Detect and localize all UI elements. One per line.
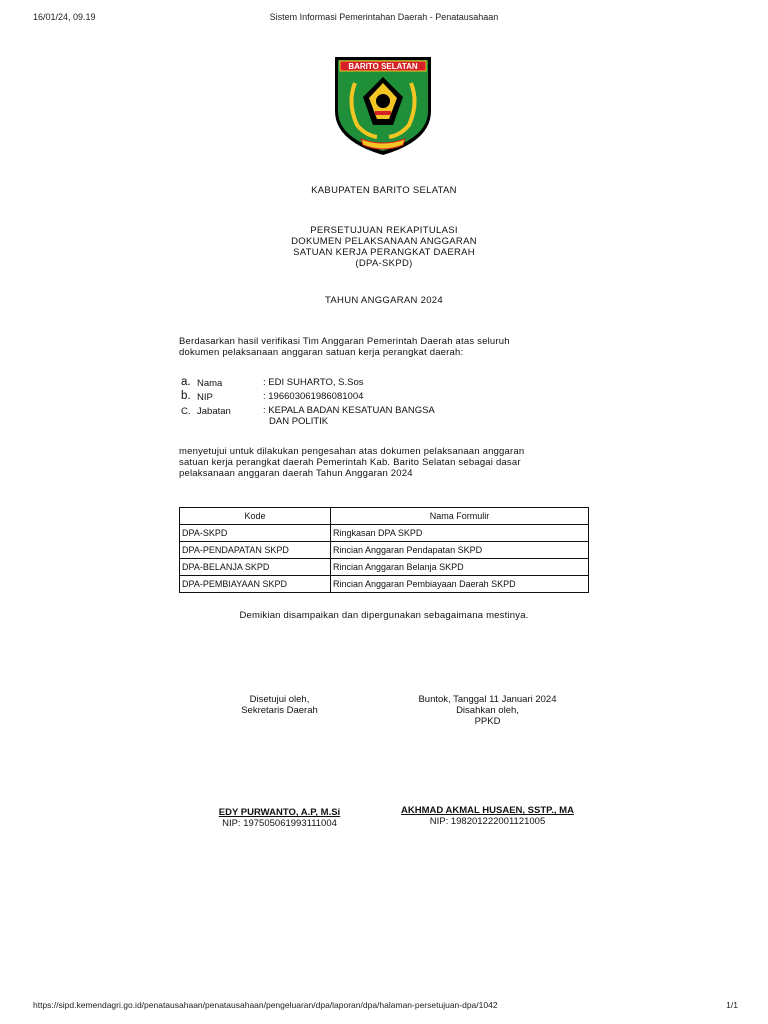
field-value-line: : 196603061986081004	[263, 391, 364, 402]
field-value-line: DAN POLITIK	[269, 415, 329, 427]
title-line: (DPA-SKPD)	[355, 258, 413, 269]
barito-selatan-emblem	[333, 55, 433, 157]
table-row	[180, 576, 589, 593]
coat-of-arms-icon	[333, 55, 433, 157]
cell-nama-formulir: Rincian Anggaran Pendapatan SKPD	[331, 542, 589, 559]
field-label: Nama	[197, 378, 223, 389]
signature-right-heading	[395, 694, 580, 727]
field-value-line: : KEPALA BADAN KESATUAN BANGSA	[263, 405, 435, 416]
signature-right-line2: PPKD	[474, 716, 501, 727]
cell-kode: DPA-PENDAPATAN SKPD	[180, 542, 331, 559]
signatory-right-name: AKHMAD AKMAL HUSAEN, SSTP., MA	[401, 805, 574, 816]
signature-left-line2: Sekretaris Daerah	[241, 705, 318, 716]
signatory-left-name: EDY PURWANTO, A.P, M.Si	[218, 807, 341, 818]
title-line: SATUAN KERJA PERANGKAT DAERAH	[293, 247, 475, 258]
table-row	[180, 559, 589, 576]
region-name: KABUPATEN BARITO SELATAN	[311, 185, 457, 196]
signature-left-heading	[207, 694, 352, 716]
print-datetime: 16/01/24, 09.19	[33, 12, 96, 22]
table-row	[180, 542, 589, 559]
cell-nama-formulir: Rincian Anggaran Belanja SKPD	[331, 559, 589, 576]
print-page-count: 1/1	[726, 1000, 738, 1010]
closing-statement: Demikian disampaikan dan dipergunakan sebagaimana mestinya.	[239, 610, 529, 621]
field-value-line: : EDI SUHARTO, S.Sos	[263, 377, 364, 388]
approval-line: satuan kerja perangkat daerah Pemerintah Kab. Barito Selatan sebagai dasar	[179, 457, 521, 468]
field-letter: a.	[181, 376, 191, 388]
field-letter: b.	[181, 390, 191, 402]
approval-line: menyetujui untuk dilakukan pengesahan atas dokumen pelaksanaan anggaran	[179, 446, 525, 457]
table-header-row	[180, 508, 589, 525]
title-line: DOKUMEN PELAKSANAAN ANGGARAN	[291, 236, 477, 247]
signature-right-place-date: Buntok, Tanggal 11 Januari 2024	[418, 694, 557, 705]
signatory-right-nip: NIP: 198201222001121005	[429, 816, 546, 827]
title-line: PERSETUJUAN REKAPITULASI	[310, 225, 458, 236]
field-value	[263, 392, 463, 403]
signature-right-line1: Disahkan oleh,	[456, 705, 519, 716]
cell-kode: DPA-SKPD	[180, 525, 331, 542]
intro-line: Berdasarkan hasil verifikasi Tim Anggaran Pemerintah Daerah atas seluruh	[179, 336, 510, 347]
field-value	[263, 378, 463, 389]
field-label: NIP	[197, 392, 213, 403]
form-list-table	[179, 507, 589, 593]
column-header-nama-formulir: Nama Formulir	[331, 508, 589, 525]
approval-paragraph	[179, 446, 599, 479]
fiscal-year: TAHUN ANGGARAN 2024	[325, 295, 443, 306]
print-page-title: Sistem Informasi Pemerintahan Daerah - Penatausahaan	[269, 12, 499, 22]
signature-right-block	[395, 805, 580, 827]
signature-left-block	[207, 807, 352, 829]
emblem-banner-text: BARITO SELATAN	[348, 62, 418, 71]
field-letter: C.	[181, 406, 191, 417]
document-title	[0, 225, 768, 269]
field-value	[263, 406, 463, 427]
field-label: Jabatan	[197, 406, 231, 417]
intro-paragraph	[179, 336, 599, 358]
signatory-left-nip: NIP: 197505061993111004	[222, 818, 337, 829]
cell-nama-formulir: Ringkasan DPA SKPD	[331, 525, 589, 542]
intro-line: dokumen pelaksanaan anggaran satuan kerja perangkat daerah:	[179, 347, 464, 358]
cell-kode: DPA-PEMBIAYAAN SKPD	[180, 576, 331, 593]
column-header-kode: Kode	[180, 508, 331, 525]
approval-line: pelaksanaan anggaran daerah Tahun Anggaran 2024	[179, 468, 413, 479]
print-url: https://sipd.kemendagri.go.id/penatausahaan/penatausahaan/pengeluaran/dpa/laporan/dpa/halaman-persetujuan-dpa/1042	[33, 1000, 498, 1010]
signature-left-line1: Disetujui oleh,	[249, 694, 310, 705]
cell-kode: DPA-BELANJA SKPD	[180, 559, 331, 576]
table-row	[180, 525, 589, 542]
cell-nama-formulir: Rincian Anggaran Pembiayaan Daerah SKPD	[331, 576, 589, 593]
